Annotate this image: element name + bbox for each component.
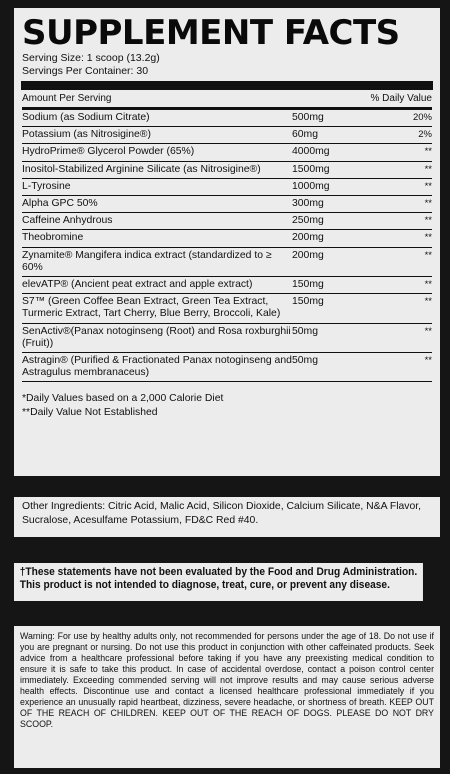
table-header (22, 93, 432, 110)
ingredient-name: Zynamite® Mangifera indica extract (standardized to ≥ 60% (22, 249, 272, 273)
ingredient-name: elevATP® (Ancient peat extract and apple extract) (22, 279, 253, 291)
thick-divider (21, 81, 433, 90)
table-row (22, 196, 432, 213)
table-row (22, 179, 432, 196)
fda-disclaimer-panel (14, 563, 423, 601)
ingredient-daily-value: 2% (418, 129, 432, 141)
ingredient-amount: 200mg (292, 249, 324, 261)
ingredient-name: HydroPrime® Glycerol Powder (65%) (22, 146, 195, 158)
ingredient-daily-value: ** (424, 215, 432, 227)
ingredient-amount: 50mg (292, 325, 318, 337)
table-row (22, 294, 432, 323)
table-row (22, 248, 432, 277)
ingredient-daily-value: ** (424, 279, 432, 291)
ingredient-daily-value: ** (424, 146, 432, 158)
ingredient-amount: 4000mg (292, 146, 330, 158)
ingredient-daily-value: ** (424, 249, 432, 261)
ingredient-amount: 500mg (292, 112, 324, 123)
ingredient-daily-value: ** (424, 232, 432, 244)
table-row (22, 230, 432, 247)
other-ingredients-text: Other Ingredients: Citric Acid, Malic Acid, Silicon Dioxide, Calcium Silicate, N&A Flavor, Sucralose, Acesulfame Potassium, FD&C Red #40. (22, 501, 422, 526)
other-ingredients-panel (14, 497, 440, 537)
servings-per-container: Servings Per Container: 30 (22, 65, 149, 77)
ingredient-daily-value: ** (424, 296, 432, 308)
table-row (22, 277, 432, 294)
ingredient-amount: 150mg (292, 279, 324, 291)
table-row (22, 353, 432, 382)
ingredient-daily-value: ** (424, 163, 432, 175)
dv-header: % Daily Value (370, 93, 432, 104)
ingredient-amount: 50mg (292, 355, 318, 367)
ingredient-name: Alpha GPC 50% (22, 198, 98, 210)
footnote-not-established: **Daily Value Not Established (22, 407, 158, 419)
serving-size: Serving Size: 1 scoop (13.2g) (22, 52, 160, 64)
ingredient-daily-value: ** (424, 325, 432, 337)
ingredient-amount: 1500mg (292, 163, 330, 175)
ingredient-name: S7™ (Green Coffee Bean Extract, Green Tea Extract, Turmeric Extract, Tart Cherry, Blue Berry, Broccoli, Kale) (22, 296, 281, 320)
warning-text: Warning: For use by healthy adults only, not recommended for persons under the age of 18. Do not use if you are pregnant or nursing. Do not use this product in conjunction with other caffeinated products. Seek advice from a healthcare professional before taking if you have any preexisting medical condition to ensure it is safe to take this product. In case of accidental overdose, contact a poison control center immediately. Exceeding commended serving will not improve results and may cause serious adverse health effects. Discontinue use and contact a licensed healthcare professional immediately if you experience an unusually rapid heartbeat, dizziness, severe headache, or shortness of breath. KEEP OUT OF THE REACH OF CHILDREN. KEEP OUT OF THE REACH OF DOGS. PLEASE DO NOT DRY SCOOP. (20, 631, 434, 729)
supplement-facts-panel (14, 8, 440, 476)
ingredient-name: Caffeine Anhydrous (22, 215, 113, 227)
table-row (22, 110, 432, 127)
ingredient-rows (22, 110, 432, 382)
table-row (22, 213, 432, 230)
ingredient-amount: 1000mg (292, 180, 330, 192)
ingredient-amount: 200mg (292, 232, 324, 244)
ingredient-name: L-Tyrosine (22, 180, 71, 192)
table-row (22, 144, 432, 161)
ingredient-name: Theobromine (22, 232, 84, 244)
ingredient-amount: 300mg (292, 198, 324, 210)
table-row (22, 162, 432, 179)
ingredient-amount: 150mg (292, 296, 324, 308)
ingredient-name: Potassium (as Nitrosigine®) (22, 129, 151, 141)
ingredient-daily-value: ** (424, 198, 432, 210)
fda-disclaimer-text: †These statements have not been evaluated by the Food and Drug Administration. This product is not intended to diagnose, treat, cure, or prevent any disease. (19, 566, 418, 591)
ingredient-name: Astragin® (Purified & Fractionated Panax notoginseng and Astragulus membranaceus) (22, 355, 292, 379)
ingredient-daily-value: 20% (412, 112, 432, 123)
ingredient-amount: 250mg (292, 215, 324, 227)
table-row (22, 324, 432, 353)
ingredient-daily-value: ** (424, 180, 432, 192)
table-row (22, 127, 432, 144)
ingredient-name: SenActiv®(Panax notoginseng (Root) and Rosa roxburghii (Fruit)) (22, 325, 291, 349)
footnotes (22, 392, 432, 420)
warning-panel (14, 626, 440, 768)
ingredient-daily-value: ** (424, 355, 432, 367)
footnote-daily-values: *Daily Values based on a 2,000 Calorie Diet (22, 393, 224, 405)
ingredient-name: Sodium (as Sodium Citrate) (22, 112, 150, 123)
ingredient-amount: 60mg (292, 129, 318, 141)
facts-title: SUPPLEMENT FACTS (22, 13, 400, 53)
amount-header: Amount Per Serving (22, 93, 112, 104)
ingredient-name: Inositol-Stabilized Arginine Silicate (as Nitrosigine®) (22, 163, 261, 175)
